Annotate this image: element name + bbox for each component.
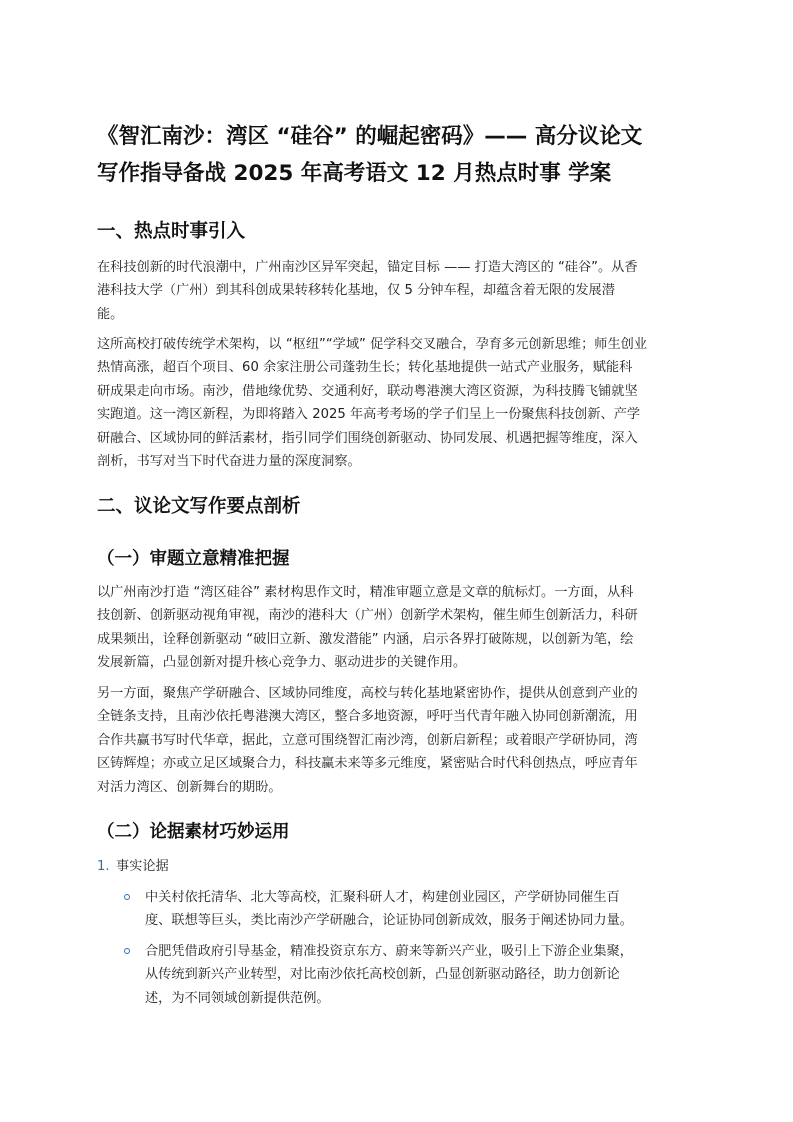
paragraph-line: 区铸辉煌；亦或立足区域聚合力，科技赢未来等多元维度，紧密贴合时代科创热点，呼应青年	[97, 756, 638, 772]
paragraph-line: 全链条支持，且南沙依托粤港澳大湾区，整合多地资源，呼吁当代青年融入协同创新潮流，用	[97, 709, 638, 725]
hollow-circle-bullet-icon	[124, 894, 130, 900]
list-item-line: 合肥凭借政府引导基金，精准投资京东方、蔚来等新兴产业，吸引上下游企业集聚，	[145, 944, 633, 959]
section-1-paragraph-2	[97, 333, 700, 473]
subsection-2-heading: （二）论据素材巧妙运用	[97, 822, 290, 842]
paragraph-line: 能。	[97, 306, 124, 322]
section-1-heading: 一、热点时事引入	[97, 221, 246, 242]
hollow-circle-bullet-icon	[124, 948, 130, 954]
paragraph-line: 实跑道。这一湾区新程，为即将踏入 2025 年高考考场的学子们呈上一份聚焦科技创新、产学	[97, 407, 641, 423]
title-line-1: 《智汇南沙：湾区 “硅谷” 的崛起密码》—— 高分议论文	[97, 124, 643, 149]
paragraph-line: 在科技创新的时代浪潮中，广州南沙区异军突起，锚定目标 —— 打造大湾区的 “硅谷”。从香	[97, 260, 638, 275]
paragraph-line: 另一方面，聚焦产学研融合、区域协同维度，高校与转化基地紧密协作，提供从创意到产业的	[97, 686, 638, 701]
subsection-1-heading: （一）审题立意精准把握	[97, 549, 290, 569]
paragraph-line: 技创新、创新驱动视角审视，南沙的港科大（广州）创新学术架构，催生师生创新活力，科研	[97, 608, 638, 624]
paragraph-line: 合作共赢书写时代华章，据此，立意可围绕智汇南沙湾，创新启新程；或着眼产学研协同，湾	[97, 732, 638, 748]
paragraph-line: 港科技大学（广州）到其科创成果转移转化基地，仅 5 分钟车程，却蕴含着无限的发展潜	[97, 283, 615, 299]
title-line-2: 写作指导备战 2025 年高考语文 12 月热点时事 学案	[97, 161, 612, 186]
paragraph-line: 发展新篇，凸显创新对提升核心竞争力、驱动进步的关键作用。	[97, 655, 467, 671]
document-title	[97, 118, 707, 192]
subsection-1-paragraph-1	[97, 581, 700, 675]
paragraph-line: 剖析，书写对当下时代奋进力量的深度洞察。	[97, 454, 361, 470]
subsection-1-paragraph-2	[97, 682, 700, 799]
paragraph-line: 这所高校打破传统学术架构，以 “枢纽”“学域” 促学科交叉融合，孕育多元创新思维；师生创业	[97, 337, 648, 352]
list-item	[145, 886, 700, 933]
list-item-line: 从传统到新兴产业转型，对比南沙依托高校创新，凸显创新驱动路径，助力创新论	[145, 967, 620, 983]
list-number: 1.	[97, 859, 110, 874]
section-1-paragraph-1	[97, 256, 700, 326]
list-item-line: 述，为不同领域创新提供范例。	[145, 990, 330, 1006]
paragraph-line: 成果频出，诠释创新驱动 “破旧立新、激发潜能” 内涵，启示各界打破陈规，以创新为笔，绘	[97, 631, 634, 647]
list-item	[145, 940, 700, 1010]
section-2-heading: 二、议论文写作要点剖析	[97, 496, 301, 517]
list-label: 事实论据	[116, 859, 169, 874]
paragraph-line: 对活力湾区、创新舞台的期盼。	[97, 779, 282, 795]
paragraph-line: 研融合、区域协同的鲜活素材，指引同学们围绕创新驱动、协同发展、机遇把握等维度，深入	[97, 430, 638, 446]
paragraph-line: 研成果走向市场。南沙，借地缘优势、交通利好，联动粤港澳大湾区资源，为科技腾飞铺就坚	[97, 383, 638, 399]
paragraph-line: 以广州南沙打造 “湾区硅谷” 素材构思作文时，精准审题立意是文章的航标灯。一方面，从科	[97, 585, 634, 600]
list-item-line: 中关村依托清华、北大等高校，汇聚科研人才，构建创业园区，产学研协同催生百	[145, 890, 620, 905]
paragraph-line: 热情高涨，超百个项目、60 余家注册公司蓬勃生长；转化基地提供一站式产业服务，赋能科	[97, 360, 633, 376]
list-item-line: 度、联想等巨头，类比南沙产学研融合，论证协同创新成效，服务于阐述协同力量。	[145, 913, 633, 929]
